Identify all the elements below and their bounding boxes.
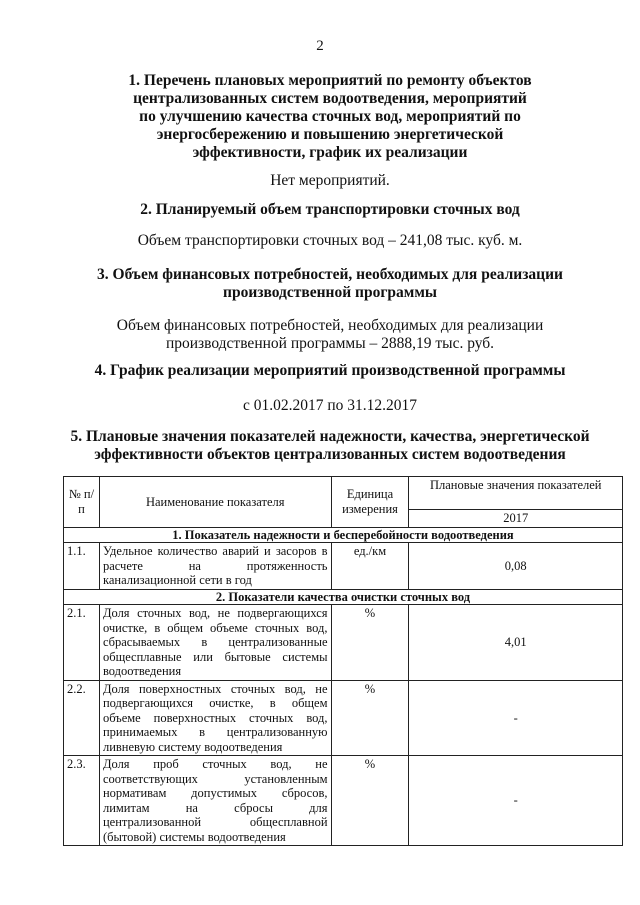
row-value: - xyxy=(409,680,623,756)
table-row xyxy=(64,543,623,590)
row-value: 0,08 xyxy=(409,543,623,590)
row-unit: ед./км xyxy=(331,543,409,590)
page-number: 2 xyxy=(316,38,324,54)
table-row xyxy=(64,605,623,681)
section1-text: Нет мероприятий. xyxy=(270,172,390,189)
header-num: № п/п xyxy=(64,477,100,528)
section3-title-line: 3. Объем финансовых потребностей, необходимых для реализации xyxy=(97,266,563,283)
section5-title-line: эффективности объектов централизованных систем водоотведения xyxy=(94,446,566,463)
group-2-label: 2. Показатели качества очистки сточных вод xyxy=(64,589,623,605)
row-num: 1.1. xyxy=(64,543,100,590)
header-planned: Плановые значения показателей xyxy=(409,477,623,510)
section2-title: 2. Планируемый объем транспортировки сточных вод xyxy=(140,201,520,218)
table-header-row xyxy=(64,477,623,510)
section1-title xyxy=(40,72,620,162)
section4-text: с 01.02.2017 по 31.12.2017 xyxy=(242,397,418,414)
section1-title-line: по улучшению качества сточных вод, мероприятий по xyxy=(139,108,521,125)
row-name: Доля проб сточных вод, не соответствующих установленным нормативам допустимых сбросов, лимитам на сбросы для централизованной общесплавной (бытовой) системы водоотведения xyxy=(99,756,331,846)
table-row xyxy=(64,756,623,846)
section5-title-line: 5. Плановые значения показателей надежности, качества, энергетической xyxy=(70,428,590,445)
group-1-label: 1. Показатель надежности и бесперебойности водоотведения xyxy=(64,527,623,543)
row-unit: % xyxy=(331,756,409,846)
section1-title-line: эффективности, график их реализации xyxy=(192,144,468,161)
row-name: Доля поверхностных сточных вод, не подвергающихся очистке, в общем объеме поверхностных сточных вод, принимаемых в централизованную ливневую систему водоотведения xyxy=(99,680,331,756)
section3-text-line: Объем финансовых потребностей, необходимых для реализации xyxy=(116,317,544,334)
header-name: Наименование показателя xyxy=(99,477,331,528)
section1-title-line: централизованных систем водоотведения, мероприятий xyxy=(133,90,527,107)
section1-title-line: 1. Перечень плановых мероприятий по ремонту объектов xyxy=(128,72,532,89)
section1-title-line: энергосбережению и повышению энергетической xyxy=(156,126,504,143)
row-num: 2.3. xyxy=(64,756,100,846)
row-name: Удельное количество аварий и засоров в расчете на протяженность канализационной сети в год xyxy=(99,543,331,590)
section5-title xyxy=(40,428,620,464)
section3-text-line: производственной программы – 2888,19 тыс. руб. xyxy=(165,335,495,352)
row-value: 4,01 xyxy=(409,605,623,681)
row-unit: % xyxy=(331,680,409,756)
table-row xyxy=(64,680,623,756)
indicators-table xyxy=(63,476,623,846)
section2-text: Объем транспортировки сточных вод – 241,08 тыс. куб. м. xyxy=(137,232,523,249)
table-group-row xyxy=(64,527,623,543)
row-num: 2.2. xyxy=(64,680,100,756)
table-group-row xyxy=(64,589,623,605)
row-name: Доля сточных вод, не подвергающихся очистке, в общем объеме сточных вод, сбрасываемых в централизованные общесплавные или бытовые системы водоотведения xyxy=(99,605,331,681)
row-num: 2.1. xyxy=(64,605,100,681)
section4-title: 4. График реализации мероприятий производственной программы xyxy=(94,362,566,379)
header-unit: Единица измерения xyxy=(331,477,409,528)
header-year: 2017 xyxy=(409,510,623,528)
section3-text xyxy=(40,317,620,353)
section3-title xyxy=(40,266,620,302)
section3-title-line: производственной программы xyxy=(223,284,437,301)
row-unit: % xyxy=(331,605,409,681)
row-value: - xyxy=(409,756,623,846)
